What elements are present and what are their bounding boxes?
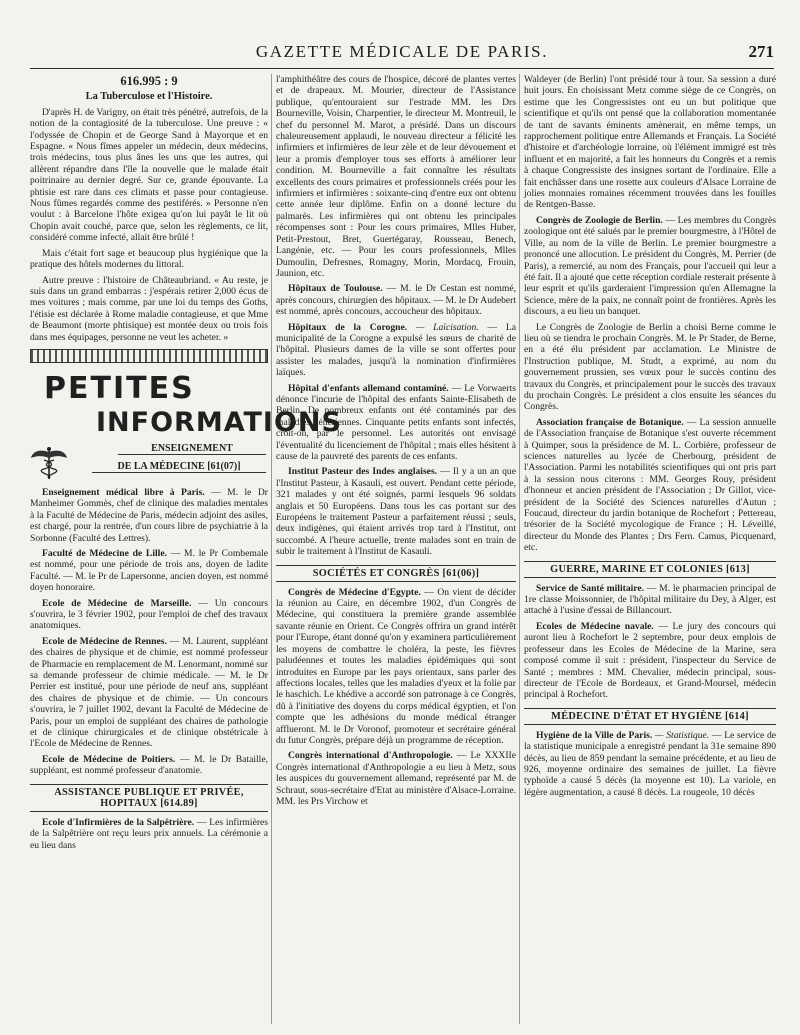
item-text: — La session annuelle de l'Association française de Botanique s'est ouverte récemment à Quimper, sous la présidence de M. L. Corbière, professeur de sciences naturelles au lycée de Cherbourg, président de l'Association. Parmi les notabilités scientifiques qui ont pris part à la session nous citerons : MM. Georges Rouy, président d'honneur et ancien président de l'Association ; Dr Gillot, vice-président de la Société des Sciences naturelles d'Autun ; Foucaud, directeur du jardin botanique de Rochefort ; Pettereau, trésorier de la Société mycologique de France ; H. Léveillé, directeur du Monde des Plantes ; Drs Fern. Camus, Picquenard, etc. xyxy=(524,416,776,554)
item-text: — M. le Pr Combemale est nommé, pour une période de trois ans, doyen de ladite Faculté. — M. le Pr de Lapersonne, ancien doyen, est nommé doyen honoraire. xyxy=(30,547,268,594)
news-item xyxy=(524,583,776,617)
article-paragraph: l'amphithéâtre des cours de l'hospice, décoré de plantes vertes et de drapeaux. M. Mourier, directeur de l'Assistance publique, qu'entouraient sur l'estrade MM. les Drs Bourneville, Voisin, Charpentier, le directeur M. Montreuil, le chef du personnel M. Marot, a présidé. Dans un discours chaleureusement applaudi, le nouveau directeur a félicité les infirmiers et infirmières de leur zèle et de leur dévouement et leur a promis d'employer tous ses efforts à améliorer leur condition. M. Bourneville a fait connaître les résultats excellents des cours primaires et professionnels créés pour les infirmiers et infirmières : soixante-cinq d'entre eux ont obtenu cette année leur diplôme. Enfin on a donné lecture du palmarès. Les infirmières qui ont obtenu les principales récompenses sont : Pour les cours primaires, Mlles Huber, Petit-Prestout, Bret, Guertégaray, Rousseau, Benech, Langénie, etc. — Pour les cours professionnels, Mlles Dumoulin, Defresnes, Romagny, Morin, Mordacq, Frouin, Jaunion, etc. xyxy=(276,74,516,279)
item-text: — Les infirmières de la Salpêtrière ont reçu leurs prix annuels. La cérémonie a eu lieu dans xyxy=(30,816,269,851)
item-heading: Ecole de Médecine de Poitiers. xyxy=(42,753,176,765)
item-heading: Enseignement médical libre à Paris. xyxy=(42,486,205,498)
item-text: — Le service de la statistique municipale a enregistré pendant la 31e semaine 890 décès, au lieu de 859 pendant la semaine précédente, et au lieu de 926, moyenne ordinaire des semaines de juillet. La fièvre typhoïde a causé 5 décès (la moyenne est 10). La variole, en légère augmentation, a causé 8 décès. La rougeole, 10 décès xyxy=(524,729,777,798)
news-item xyxy=(276,466,516,557)
item-text: — Un concours s'ouvrira, le 3 février 1902, pour l'emploi de chef des travaux anatomiques. xyxy=(30,597,268,632)
article-title: La Tuberculose et l'Histoire. xyxy=(85,91,213,103)
article-paragraph: D'après H. de Varigny, on était très pénétré, autrefois, de la notion de la contagiosité de la tuberculose. Une preuve : « l'odyssée de Chopin et de George Sand à Mayorque et en Espagne. « Nous fîmes appeler un médecin, deux médecins, trois médecins, tous plus ânes les uns que les autres, qui allèrent répandre dans l'île la nouvelle que le malade était poitrinaire au dernier degré. Sur ce, grande épouvante. La phtisie est rare dans ces climats et passe pour contagieuse. Nous fûmes regardés comme des pestiférés. » Personne n'en voulut : à Barcelone l'hôte exigea qu'on lui payât le lit où Chopin avait couché, parce que, selon les règlements, ce lit, considéré comme infecté, allait être brûlé ! xyxy=(30,106,268,244)
item-text: — On vient de décider la réunion au Caire, en décembre 1902, d'un Congrès de Médecine, qui constituera la première grande assemblée savante réunie en Orient. Ce Congrès offrira un grand intérêt pour l'Europe, étant donné qu'on y examinera particulièrement les moyens de combattre le choléra, la peste, les fièvres paludéennes et toutes les maladies épidémiques qui sont introduites en Europe par les pays orientaux, sans parler des affections locales, telles que les maladies d'yeux et la folie par le haschich. Le khédive a accordé son patronage à ce Congrès, dû à l'initiative des doyens du corps médical égyptien, et l'on compte que les adhésions du monde médical étranger afflueront. M. le Dr Voronof, promoteur et secrétaire général du futur Congrès, prépare déjà un programme de réception. xyxy=(276,586,516,746)
item-heading: Ecole de Médecine de Marseille. xyxy=(42,597,192,609)
news-item xyxy=(524,215,776,318)
article-paragraph: Autre preuve : l'histoire de Châteaubriand. « Au reste, je suis dans un grand embarras : j'espérais retirer 2,000 écus de mes voitures ; mais comme, par une loi du temps des Goths, l'étisie est déclarée à Rome maladie contagieuse, et que Mme de Beaumont (morte phtisique) est montée deux ou trois fois dans mes équipages, personne ne veut les acheter. » xyxy=(30,274,268,343)
section-heading: GUERRE, MARINE ET COLONIES [613] xyxy=(524,561,776,578)
article-paragraph: Waldeyer (de Berlin) l'ont présidé tour à tour. Sa session a duré huit jours. En choisissant Metz comme siège de ce Congrès, on estime que les Congressistes ont eu un but politique que scientifique et qu'ils ont pensé que la collaboration momentanée de tant de savants éminents amènerait, en même temps, un rapprochement politique entre Allemands et Français. La Société d'histoire et d'archéologie lorraine, où l'élément immigré est très influent et en majorité, a fait les honneurs du Congrès et a remis à chaque Congressiste des insignes sortant de l'ordinaire. Elle a fait enchâsser dans une rosette aux couleurs d'Alsace Lorraine de jolies monnaies romaines récemment trouvées dans les fouilles de Rentgen-Basse. xyxy=(524,74,776,211)
news-item xyxy=(276,587,516,747)
petites-informations-banner xyxy=(30,369,342,481)
page-header xyxy=(30,28,774,69)
section-heading: DE LA MÉDECINE [61(07)] xyxy=(92,461,266,473)
item-text: — M. le Dr Bataille, suppléant, est nommé professeur d'anatomie. xyxy=(30,753,269,777)
page-number: 271 xyxy=(748,42,774,61)
item-subheading: — Statistique. xyxy=(652,729,710,741)
item-text: — Les membres du Congrès zoologique ont été salués par le premier bourgmestre, à l'Hôtel de Ville, au nom de la ville de Berlin. Le premier bourgmestre a prononcé une allocution. Le président du Congrès, M. Perrier (de Paris), a remercié, au nom des Français, pour l'accueil qui leur a été fait. Il a ajouté que cette réception cordiale resterait présente à leur esprit et qu'ils garderaient l'impression qu'en Allemagne la Science, mère de la paix, ne connaît point de frontières. Après les discours, a eu lieu un banquet. xyxy=(524,214,776,318)
news-item xyxy=(30,548,268,594)
item-heading: Faculté de Médecine de Lille. xyxy=(42,547,167,559)
news-item xyxy=(276,750,516,807)
class-code: 616.995 : 9 xyxy=(120,74,178,88)
item-text: — Le jury des concours qui auront lieu à Rochefort le 2 septembre, pour deux emplois de professeur dans les Ecoles de Médecine de la Marine, sera composé comme il suit : président, l'inspecteur du Service de Santé ; membres : MM. Chevalier, médecin principal, sous-directeur de l'Ecole de Bordeaux, et Grand-Moursel, médecin principal à Rochefort. xyxy=(524,620,776,701)
item-heading: Hôpital d'enfants allemand contaminé. xyxy=(288,382,449,394)
item-heading: Hôpitaux de Toulouse. xyxy=(288,283,383,295)
news-item xyxy=(276,283,516,317)
news-item xyxy=(524,417,776,554)
item-heading: Hôpitaux de la Corogne. xyxy=(288,321,408,333)
item-text: — M. le Dr Manheimer Gommès, chef de clinique des maladies mentales à la Faculté de Médecine de Paris, médecin adjoint des asiles, est chargé, pour la rentrée, d'un cours libre de psychiatrie à la Sorbonne (Faculté des Lettres). xyxy=(30,486,268,544)
news-item xyxy=(30,817,268,851)
section-heading: SOCIÉTÉS ET CONGRÈS [61(06)] xyxy=(276,565,516,582)
news-item xyxy=(30,487,268,544)
item-subheading: — Laïcisation. xyxy=(407,321,479,333)
item-heading: Congrès de Zoologie de Berlin. xyxy=(536,214,663,226)
item-heading: Association française de Botanique. xyxy=(536,416,684,428)
item-text: — Il y a un an que l'Institut Pasteur, à Kasauli, est ouvert. Pendant cette période, 321 malades y ont été soignés, parmi lesquels 96 soldats anglais et 50 Européens. Dans tous les cas portant sur des Européens le traitement Pasteur a parfaitement réussi ; seuls, deux indigènes, qui étaient arrivés trop tard à l'Institut, ont succombé. A l'heure actuelle, trente malades sont en train de subir le traitement à l'Institut de Kasauli. xyxy=(276,466,516,558)
column-rule-right xyxy=(519,74,520,1024)
item-text: — La municipalité de la Corogne a expulsé les sœurs de charité de l'hôpital. Plusieurs dames de la ville se sont offertes pour assister les malades, jusqu'à la nomination d'infirmières laïques. xyxy=(276,321,516,379)
section-title-line: HOPITAUX [614.89] xyxy=(100,797,198,809)
column-2 xyxy=(276,74,516,1024)
item-text: — M. Laurent, suppléant des chaires de physique et de chimie, est nommé professeur de Pharmacie en remplacement de M. Lenormant, nommé sur sa demande professeur de chimie médicale. — M. le Dr Perrier est institué, pour une période de neuf ans, suppléant des chaires de physique et de chimie. — Un concours s'ouvrira, le 7 juillet 1902, devant la Faculté de Médecine de Paris, pour un emploi de suppléant des chaires de pathologie et de clinique chirurgicales et de clinique obstétricale à l'Ecole de Médecine de Rennes. xyxy=(30,635,268,750)
news-item xyxy=(276,383,516,463)
article-paragraph: Le Congrès de Zoologie de Berlin a choisi Berne comme le lieu où se tiendra le prochain Congrès. M. le Pr Stader, de Berne, en a été élu président par acclamation. Le Ministre de l'Instruction publique, M. Studt, a exprimé, au nom du gouvernement prussien, ses vœux pour le succès continu des travaux du Congrès, et principalement pour le succès des travaux du prochain Congrès. Le président a clos ensuite les séances du Congrès. xyxy=(524,321,776,413)
news-item xyxy=(30,598,268,632)
item-heading: Service de Santé militaire. xyxy=(536,582,645,594)
section-heading xyxy=(30,784,268,812)
news-item xyxy=(524,730,776,798)
item-heading: Congrès de Médecine d'Egypte. xyxy=(288,586,421,598)
item-text: — Le Vorwaerts dénonce l'incurie de l'hôpital des enfants Sainte-Elisabeth de Berlin. De nombreux enfants ont été contaminés par des maladies vénériennes. Cinquante petits enfants sont infectés, croit-on, par le personnel. Les autorités ont envisagé l'éventualité du licenciement de l'hôpital ; mais elles hésitent à cause de la pauvreté des parents de ces enfants. xyxy=(276,382,516,462)
item-heading: Ecole de Médecine de Rennes. xyxy=(42,635,167,647)
banner-word-1: PETITES xyxy=(44,370,195,406)
item-text: — M. le pharmacien principal de 1re classe Moissonnier, de l'hôpital militaire du Dey, à Alger, est attaché à l'usine d'essai de Billancourt. xyxy=(524,582,776,617)
item-heading: Institut Pasteur des Indes anglaises. xyxy=(288,466,438,478)
item-heading: Ecole d'Infirmières de la Salpêtrière. xyxy=(42,816,195,828)
item-heading: Hygiène de la Ville de Paris. xyxy=(536,729,653,741)
item-heading: Ecoles de Médecine navale. xyxy=(536,620,654,632)
section-heading: MÉDECINE D'ÉTAT ET HYGIÈNE [614] xyxy=(524,708,776,725)
caduceus-icon xyxy=(30,446,68,480)
item-text: — M. le Dr Cestan est nommé, après concours, chirurgien des hôpitaux. — M. le Dr Audebert est nommé, après concours, accoucheur des hôpitaux. xyxy=(276,283,516,318)
column-rule-left xyxy=(271,74,272,1024)
banner-word-2: INFORMATIONS xyxy=(96,406,342,438)
item-heading: Congrès international d'Anthropologie. xyxy=(288,750,453,762)
news-item xyxy=(524,621,776,701)
article-paragraph: Mais c'était fort sage et beaucoup plus hygiénique que la pratique des hôtels modernes du littoral. xyxy=(30,247,268,271)
ornamental-divider xyxy=(30,349,268,363)
column-3 xyxy=(524,74,776,1024)
news-item xyxy=(276,322,516,379)
news-item xyxy=(30,754,268,777)
journal-title: GAZETTE MÉDICALE DE PARIS. xyxy=(255,42,549,61)
section-title-line: ASSISTANCE PUBLIQUE ET PRIVÉE, xyxy=(54,786,244,798)
news-item xyxy=(30,636,268,750)
section-heading: ENSEIGNEMENT xyxy=(118,443,266,455)
item-text: — Le XXXIIe Congrès international d'Anthropologie a eu lieu à Metz, sous les auspices du gouvernement allemand, représenté par M. de Schraut, sous-secrétaire d'Etat au ministère d'Alsace-Lorraine. MM. les Prs Virchow et xyxy=(276,750,516,807)
